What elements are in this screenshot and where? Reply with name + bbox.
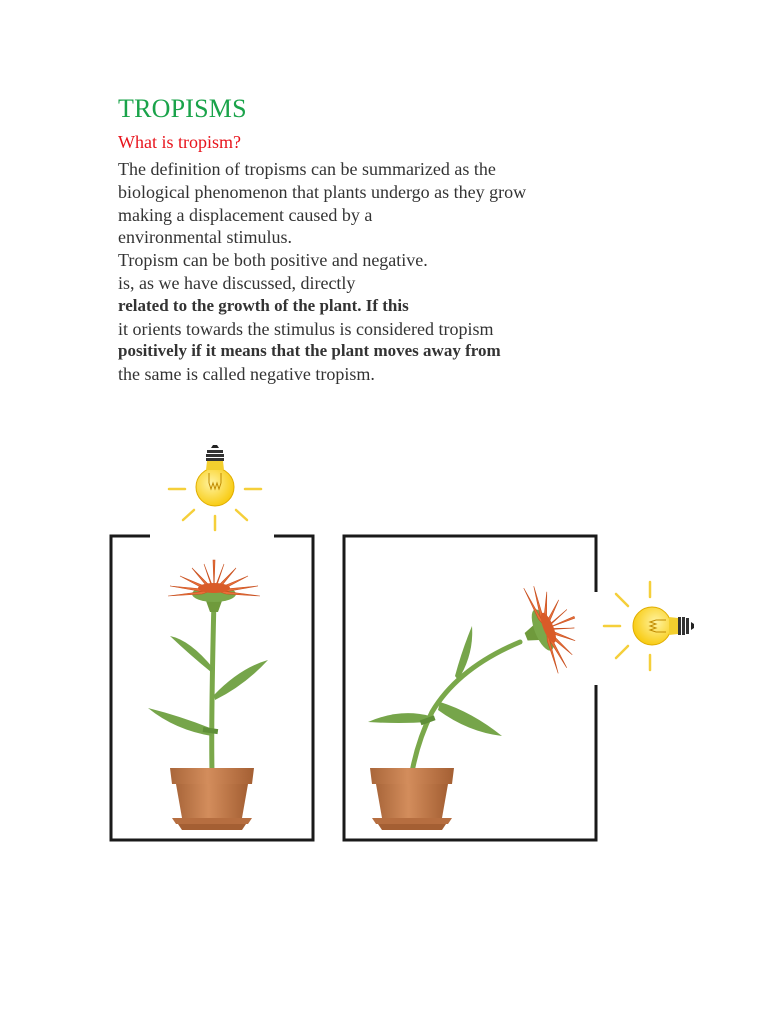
body-paragraph (118, 158, 598, 386)
body-line: it orients towards the stimulus is considered tropism (118, 318, 494, 339)
phototropism-illustration (0, 430, 768, 860)
bulb-side-icon (604, 582, 694, 670)
page-title: TROPISMS (118, 94, 247, 123)
body-line: is, as we have discussed, directly (118, 272, 356, 293)
body-line: the same is called negative tropism. (118, 364, 375, 385)
section-subtitle: What is tropism? (118, 132, 241, 152)
body-line: positively if it means that the plant moves away from (118, 341, 501, 361)
body-line: making a displacement caused by a (118, 204, 373, 225)
body-line: Tropism can be both positive and negative. (118, 250, 428, 271)
bent-plant-icon (368, 575, 592, 830)
bulb-top-icon (169, 445, 261, 530)
flower-pot-icon (370, 768, 454, 830)
body-line: biological phenomenon that plants undergo as they grow (118, 181, 527, 202)
upright-plant-icon (148, 560, 268, 830)
body-line: The definition of tropisms can be summarized as the (118, 159, 496, 179)
flower-pot-icon (170, 768, 254, 830)
body-line: environmental stimulus. (118, 227, 292, 248)
body-line: related to the growth of the plant. If this (118, 295, 409, 315)
